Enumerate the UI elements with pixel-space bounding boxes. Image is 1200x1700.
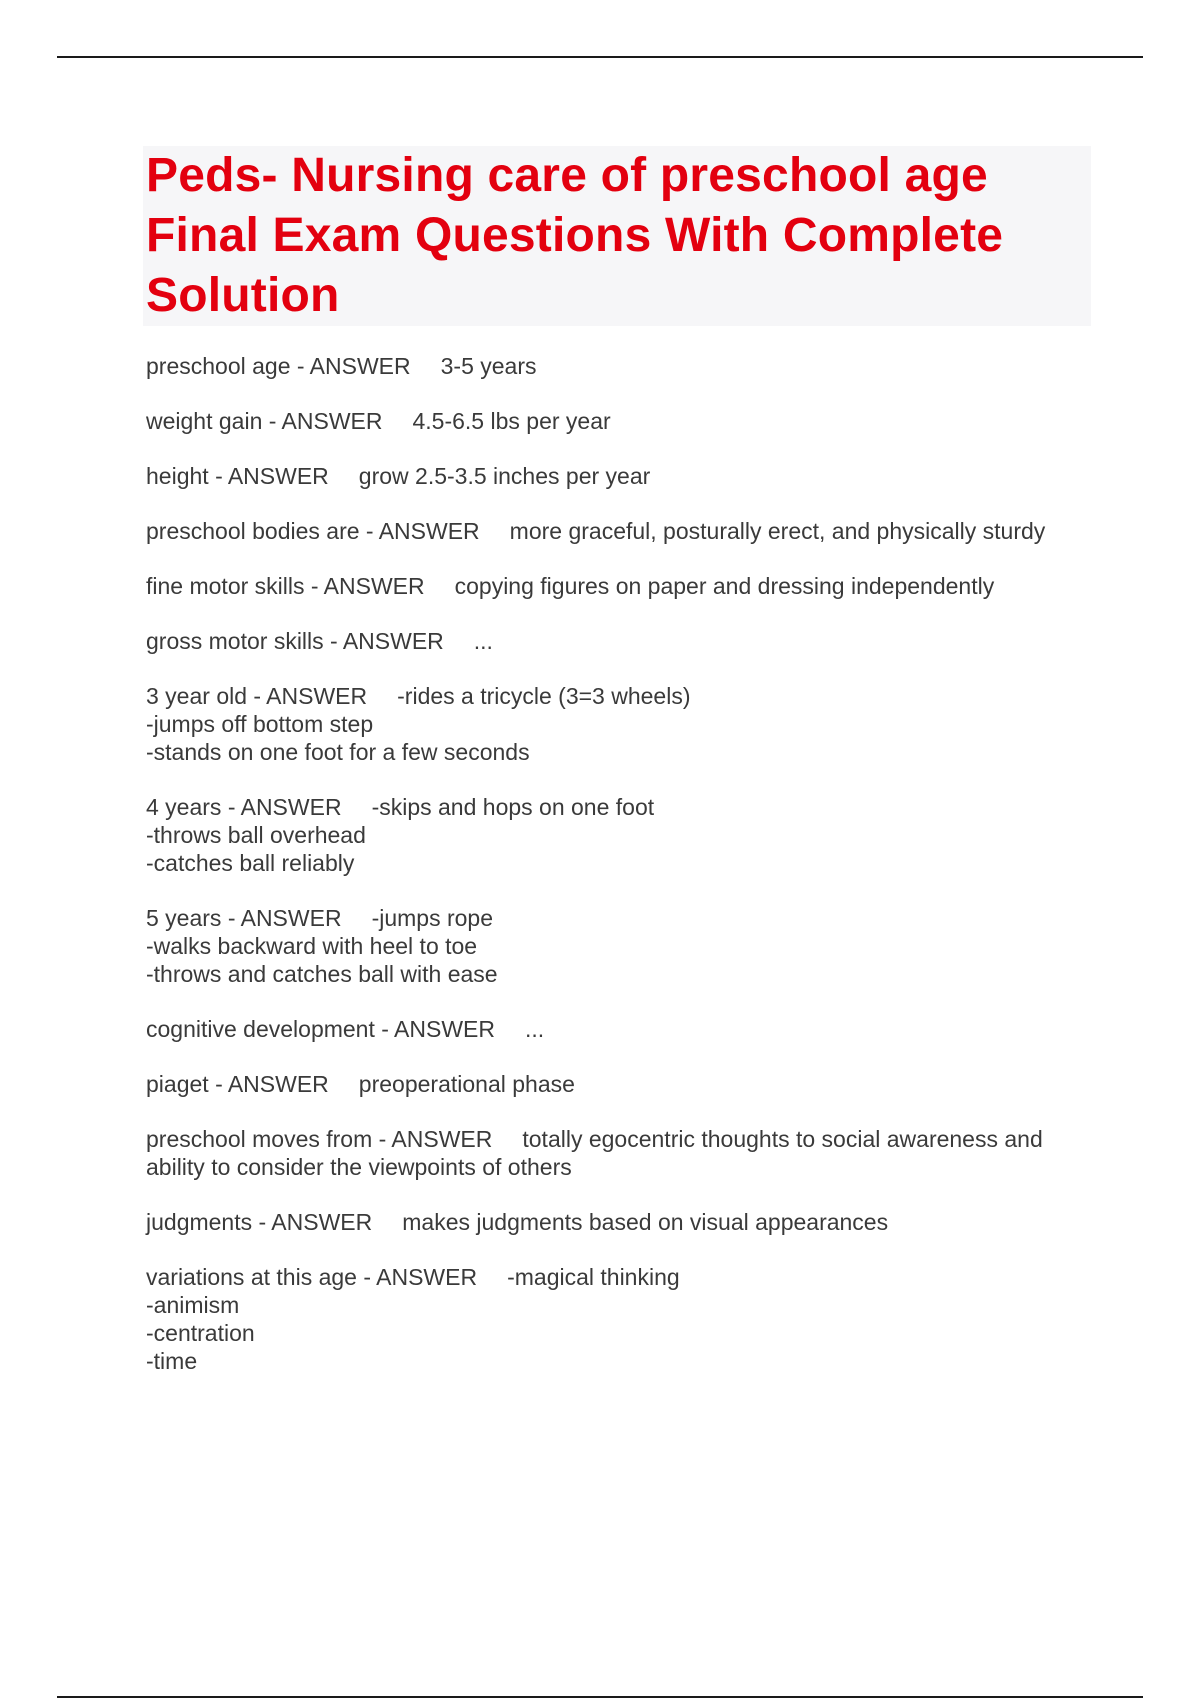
qa-separator: - ANSWER [363,1264,478,1290]
qa-separator: - ANSWER [215,1071,329,1097]
qa-answer: totally egocentric thoughts to social awareness and ability to consider the viewpoints of others [146,1126,1043,1180]
qa-question: cognitive development [146,1016,375,1042]
qa-question: gross motor skills [146,628,324,654]
qa-answer: ... [525,1016,545,1042]
qa-list [146,352,1066,1402]
qa-answer: grow 2.5-3.5 inches per year [358,463,651,489]
bottom-rule [57,1696,1143,1698]
qa-answer: -magical thinking -animism -centration -time [146,1264,680,1374]
qa-item [146,462,1066,490]
qa-question: preschool age [146,353,291,379]
qa-item [146,1070,1066,1098]
qa-item [146,1208,1066,1236]
qa-question: variations at this age [146,1264,357,1290]
qa-question: 4 years [146,794,222,820]
top-rule [57,56,1143,58]
qa-question: 5 years [146,905,222,931]
qa-item [146,352,1066,380]
qa-separator: - ANSWER [378,1126,493,1152]
qa-item [146,407,1066,435]
document-title: Peds- Nursing care of preschool age Final Exam Questions With Complete Solution [146,149,1004,322]
qa-separator: - ANSWER [381,1016,495,1042]
qa-answer: makes judgments based on visual appearances [402,1209,889,1235]
qa-separator: - ANSWER [310,573,425,599]
qa-question: preschool bodies are [146,518,360,544]
qa-answer: -jumps rope -walks backward with heel to toe -throws and catches ball with ease [146,905,498,987]
qa-separator: - ANSWER [253,683,368,709]
qa-answer: more graceful, posturally erect, and physically sturdy [509,518,1046,544]
qa-separator: - ANSWER [330,628,444,654]
qa-answer: 3-5 years [440,353,537,379]
qa-separator: - ANSWER [296,353,411,379]
qa-separator: - ANSWER [227,905,342,931]
qa-answer: 4.5-6.5 lbs per year [412,408,611,434]
qa-separator: - ANSWER [268,408,383,434]
qa-separator: - ANSWER [227,794,342,820]
qa-question: height [146,463,209,489]
qa-answer: -skips and hops on one foot -throws ball overhead -catches ball reliably [146,794,655,876]
qa-answer: preoperational phase [358,1071,575,1097]
qa-question: preschool moves from [146,1126,373,1152]
qa-item [146,517,1066,545]
qa-item [146,572,1066,600]
qa-item [146,1263,1066,1375]
qa-question: fine motor skills [146,573,305,599]
qa-question: weight gain [146,408,263,434]
qa-question: judgments [146,1209,253,1235]
qa-item [146,682,1066,766]
qa-answer: -rides a tricycle (3=3 wheels) -jumps off bottom step -stands on one foot for a few seconds [146,683,691,765]
qa-item [146,627,1066,655]
qa-separator: - ANSWER [215,463,329,489]
qa-item [146,793,1066,877]
qa-item [146,1015,1066,1043]
qa-item [146,1125,1066,1181]
qa-separator: - ANSWER [258,1209,373,1235]
qa-item [146,904,1066,988]
qa-question: piaget [146,1071,209,1097]
qa-answer: ... [473,628,493,654]
qa-answer: copying figures on paper and dressing independently [454,573,995,599]
qa-question: 3 year old [146,683,248,709]
qa-separator: - ANSWER [365,518,480,544]
